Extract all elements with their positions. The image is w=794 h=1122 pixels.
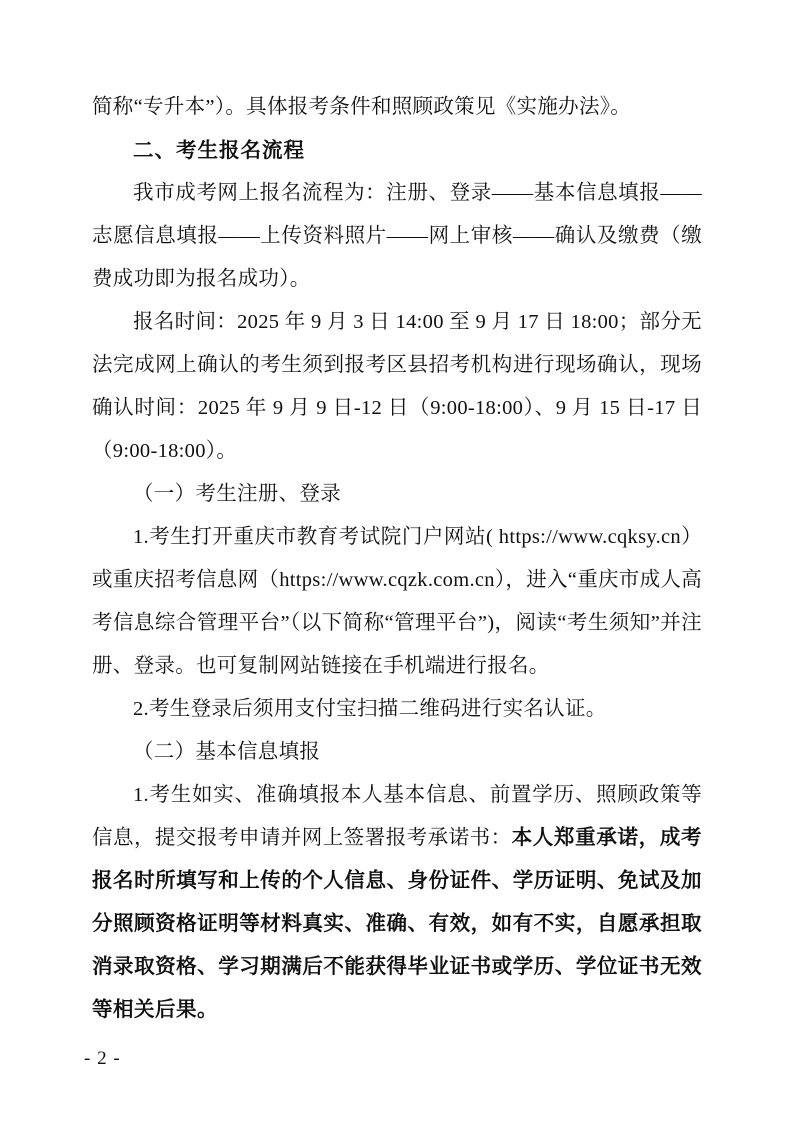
heading-sub-two: （二）基本信息填报 [133, 741, 321, 763]
page-number: - 2 - [84, 1048, 121, 1069]
heading-sub-one: （一）考生注册、登录 [133, 483, 341, 505]
heading-section-two: 二、考生报名流程 [133, 139, 305, 162]
paragraph-registration-time: 报名时间：2025 年 9 月 3 日 14:00 至 9 月 17 日 18:00；部分无法完成网上确认的考生须到报考区县招考机构进行现场确认，现场确认时间：2025 年 9 月 9 日-12 日（9:00-18:00）、9 月 15 日-17 日（9:00-18:00）。 [92, 311, 702, 462]
document-body [92, 86, 702, 1032]
paragraph-item-2-1 [92, 774, 702, 1032]
paragraph-item-2-1-commitment: 本人郑重承诺，成考报名时所填写和上传的个人信息、身份证件、学历证明、免试及加分照顾资格证明等材料真实、准确、有效，如有不实，自愿承担取消录取资格、学习期满后不能获得毕业证书或学历、学位证书无效等相关后果。 [92, 827, 703, 1021]
paragraph-item-1-2: 2.考生登录后须用支付宝扫描二维码进行实名认证。 [133, 698, 607, 720]
paragraph-item-1-1: 1.考生打开重庆市教育考试院门户网站( https://www.cqksy.cn）或重庆招考信息网（https://www.cqzk.com.cn），进入“重庆市成人高考信息综合管理平台”（以下简称“管理平台”)，阅读“考生须知”并注册、登录。也可复制网站链接在手机端进行报名。 [92, 526, 703, 677]
paragraph-continuation: 简称“专升本”）。具体报考条件和照顾政策见《实施办法》。 [92, 96, 632, 118]
paragraph-item-2-1-normal: 1.考生如实、准确填报本人基本信息、前置学历、照顾政策等信息，提交报考申请并网上签署报考承诺书： [92, 784, 702, 849]
paragraph-process-overview: 我市成考网上报名流程为：注册、登录——基本信息填报——志愿信息填报——上传资料照片——网上审核——确认及缴费（缴费成功即为报名成功）。 [92, 182, 702, 290]
